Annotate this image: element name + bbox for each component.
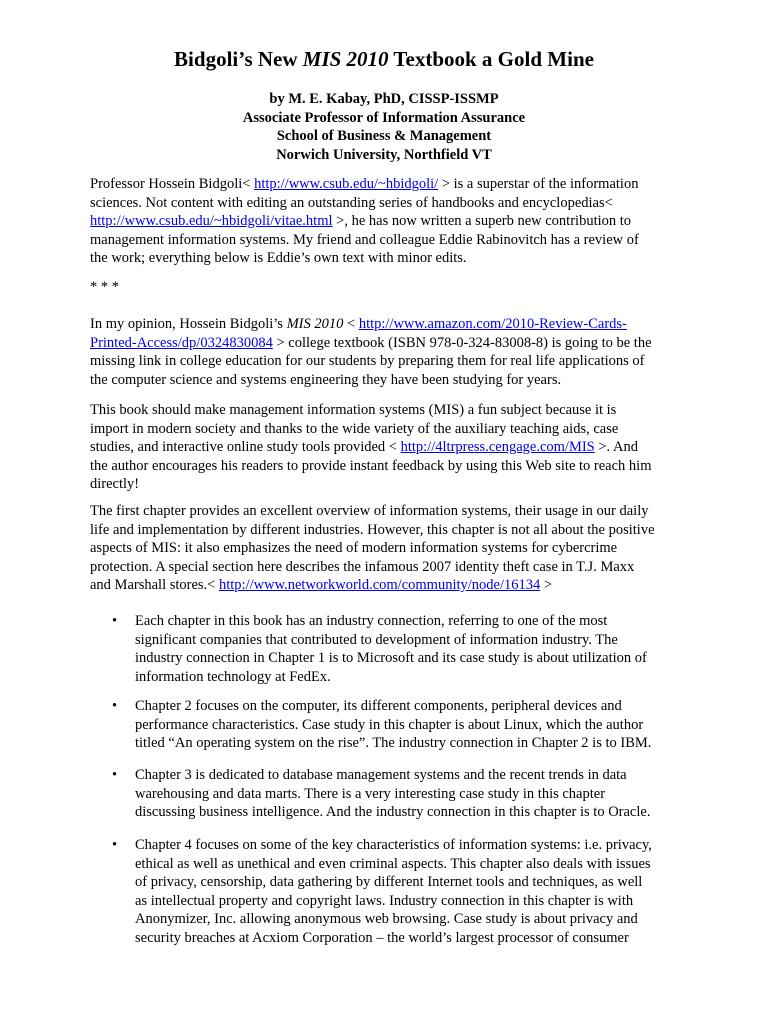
byline-school: School of Business & Management bbox=[276, 128, 492, 144]
byline-author: by M. E. Kabay, PhD, CISSP-ISSMP bbox=[269, 91, 499, 107]
opinion-paragraph: In my opinion, Hossein Bidgoli’s MIS 2010 < http://www.amazon.com/2010-Review-Cards- Printed-Access/dp/0324830084 > college textbook (ISBN 978-0-324-83008-8) is going to be the missing link in college education for our students by preparing them for real life applications of the computer science and systems engineering they have been studying for years. bbox=[90, 316, 652, 388]
bidgoli-homepage-link[interactable]: http://www.csub.edu/~hbidgoli/ bbox=[254, 176, 439, 192]
intro-paragraph: Professor Hossein Bidgoli< http://www.csub.edu/~hbidgoli/ > is a superstar of the information sciences. Not content with editing an outstanding series of handbooks and encyclopedias< http://www.csub.edu/~hbidgoli/vitae.html >, he has now written a superb new contribution to management information systems. My friend and colleague Eddie Rabinovitch has a review of the work; everything below is Eddie’s own text with minor edits. bbox=[90, 176, 639, 266]
document-title: Bidgoli’s New MIS 2010 Textbook a Gold Mine bbox=[174, 47, 594, 71]
bullet-chapter-3: Chapter 3 is dedicated to database management systems and the recent trends in data warehousing and data marts. There is a very interesting case study in this chapter discussing business intelligence. And the industry connection in this chapter is to Oracle. bbox=[135, 767, 651, 820]
section-separator: * * * bbox=[90, 279, 119, 295]
author-byline bbox=[0, 90, 768, 164]
amazon-link[interactable]: http://www.amazon.com/2010-Review-Cards- bbox=[358, 316, 627, 332]
first-chapter-paragraph: The first chapter provides an excellent overview of information systems, their usage in our daily life and implementation by different industries. However, this chapter is not all about the positive aspects of MIS: it also emphasizes the need of modern information systems for cybercrime protection. A special section here describes the infamous 2007 identity theft case in T.J. Maxx and Marshall stores.< http://www.networkworld.com/community/node/16134 > bbox=[90, 503, 655, 593]
bullet-marker: • bbox=[112, 698, 118, 714]
bullet-chapter-4: Chapter 4 focuses on some of the key characteristics of information systems: i.e. privacy, ethical as well as unethical and even criminal aspects. This chapter also deals with issues of privacy, censorship, data gathering by different Internet tools and techniques, as well as intellectual property and copyright laws. Industry connection in this chapter is with Anonymizer, Inc. allowing anonymous web browsing. Case study is about privacy and security breaches at Acxiom Corporation – the world’s largest processor of consumer bbox=[135, 837, 652, 946]
networkworld-link[interactable]: http://www.networkworld.com/community/node/16134 bbox=[219, 577, 541, 593]
bidgoli-vitae-link[interactable]: http://www.csub.edu/~hbidgoli/vitae.html bbox=[90, 213, 333, 229]
bullet-chapter-1: Each chapter in this book has an industry connection, referring to one of the most significant companies that contributed to development of information industry. The industry connection in Chapter 1 is to Microsoft and its case study is about utilization of information technology at FedEx. bbox=[135, 613, 647, 685]
byline-position: Associate Professor of Information Assurance bbox=[242, 109, 526, 126]
bullet-marker: • bbox=[112, 613, 118, 629]
bullet-marker: • bbox=[112, 767, 118, 783]
bullet-chapter-2: Chapter 2 focuses on the computer, its different components, peripheral devices and performance characteristics. Case study in this chapter is about Linux, which the author titled “An operating system on the rise”. The industry connection in Chapter 2 is to IBM. bbox=[135, 698, 652, 751]
byline-university: Norwich University, Northfield VT bbox=[276, 146, 492, 163]
amazon-link-continued[interactable]: Printed-Access/dp/0324830084 bbox=[90, 334, 273, 351]
cengage-link[interactable]: http://4ltrpress.cengage.com/MIS bbox=[400, 439, 595, 455]
mis-fun-paragraph: This book should make management information systems (MIS) a fun subject because it is import in modern society and thanks to the wide variety of the auxiliary teaching aids, case studies, and interactive online study tools provided < http://4ltrpress.cengage.com/MIS >. And the author encourages his readers to provide instant feedback by using this Web site to reach him directly! bbox=[90, 402, 652, 492]
bullet-marker: • bbox=[112, 837, 118, 853]
